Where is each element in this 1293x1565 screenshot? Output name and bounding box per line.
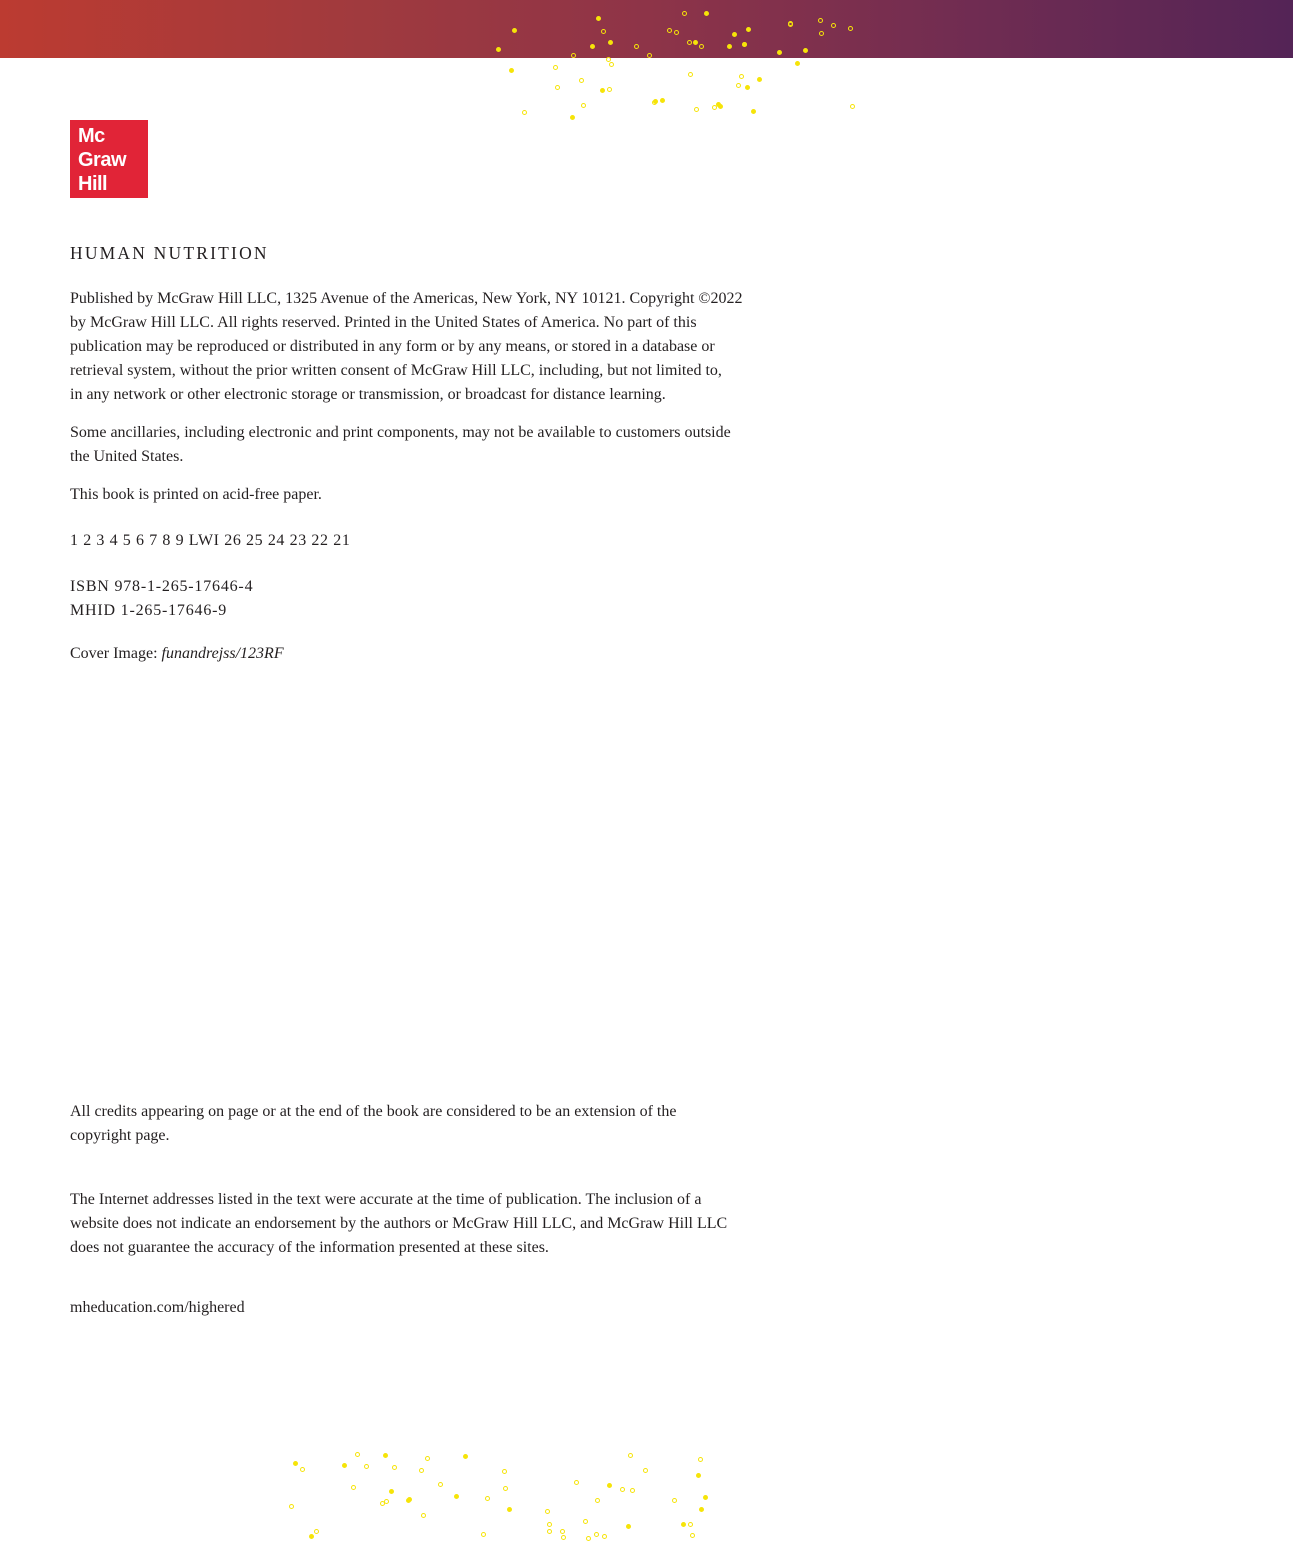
printing-run-line: 1 2 3 4 5 6 7 8 9 LWI 26 25 24 23 22 21 xyxy=(70,532,351,549)
cover-image-label: Cover Image: xyxy=(70,645,162,662)
decorative-dot xyxy=(581,103,586,108)
decorative-dot xyxy=(607,1483,612,1488)
decorative-dot xyxy=(314,1529,319,1534)
publisher-website: mheducation.com/highered xyxy=(70,1299,245,1316)
decorative-dot xyxy=(574,1480,579,1485)
decorative-dot xyxy=(595,1498,600,1503)
copyright-line: in any network or other electronic storage or transmission, or broadcast for distance learning. xyxy=(70,386,666,403)
decorative-dot xyxy=(602,1534,607,1539)
decorative-dot xyxy=(712,105,717,110)
decorative-dot xyxy=(547,1522,552,1527)
decorative-dot xyxy=(681,1522,686,1527)
decorative-dot xyxy=(643,1468,648,1473)
decorative-dot xyxy=(419,1468,424,1473)
decorative-dot xyxy=(380,1501,385,1506)
decorative-dot xyxy=(694,107,699,112)
decorative-dot xyxy=(342,1463,347,1468)
decorative-dot xyxy=(718,104,723,109)
internet-disclaimer-paragraph xyxy=(70,1188,727,1260)
gradient-banner xyxy=(0,0,1293,58)
decorative-dot xyxy=(620,1487,625,1492)
decorative-dot xyxy=(652,100,657,105)
decorative-dot xyxy=(503,1486,508,1491)
decorative-dot xyxy=(628,1453,633,1458)
internet-disclaimer-line: does not guarantee the accuracy of the information presented at these sites. xyxy=(70,1239,549,1256)
decorative-dot xyxy=(289,1504,294,1509)
decorative-dot xyxy=(555,85,560,90)
decorative-dot xyxy=(293,1461,298,1466)
decorative-dot xyxy=(850,104,855,109)
decorative-dot xyxy=(389,1489,394,1494)
mcgraw-hill-logo xyxy=(70,120,148,198)
acid-free-note: This book is printed on acid-free paper. xyxy=(70,486,322,503)
isbn-block xyxy=(70,575,253,623)
decorative-dot xyxy=(739,74,744,79)
decorative-dot xyxy=(690,1533,695,1538)
decorative-dot xyxy=(609,62,614,67)
decorative-dot xyxy=(421,1513,426,1518)
copyright-line: Published by McGraw Hill LLC, 1325 Avenue of the Americas, New York, NY 10121. Copyright ©2022 xyxy=(70,290,743,307)
decorative-dot xyxy=(561,1535,566,1540)
decorative-dot xyxy=(454,1494,459,1499)
decorative-dot xyxy=(509,68,514,73)
decorative-dot xyxy=(653,99,658,104)
internet-disclaimer-line: website does not indicate an endorsement by the authors or McGraw Hill LLC, and McGraw Hill LLC xyxy=(70,1215,728,1232)
decorative-dot xyxy=(300,1467,305,1472)
decorative-dot xyxy=(630,1488,635,1493)
decorative-dot xyxy=(699,1507,704,1512)
decorative-dot xyxy=(736,83,741,88)
cover-image-source: funandrejss/123RF xyxy=(161,645,284,662)
decorative-dot xyxy=(688,72,693,77)
decorative-dot xyxy=(579,78,584,83)
decorative-dot xyxy=(751,109,756,114)
ancillaries-line: the United States. xyxy=(70,448,184,465)
decorative-dot xyxy=(547,1529,552,1534)
decorative-dot xyxy=(522,110,527,115)
book-title: HUMAN NUTRITION xyxy=(70,243,269,263)
decorative-dot xyxy=(392,1465,397,1470)
ancillaries-line: Some ancillaries, including electronic and print components, may not be available to customers outside xyxy=(70,424,731,441)
decorative-dot xyxy=(696,1473,701,1478)
credits-line: copyright page. xyxy=(70,1127,170,1144)
decorative-dot xyxy=(583,1519,588,1524)
decorative-dot xyxy=(607,87,612,92)
mhid-number: MHID 1-265-17646-9 xyxy=(70,602,228,619)
decorative-dot xyxy=(355,1452,360,1457)
logo-line-3: Hill xyxy=(78,173,108,195)
decorative-dot xyxy=(406,1498,411,1503)
copyright-line: retrieval system, without the prior written consent of McGraw Hill LLC, including, but not limited to, xyxy=(70,362,722,379)
decorative-dot xyxy=(351,1485,356,1490)
decorative-dot xyxy=(485,1496,490,1501)
decorative-dot xyxy=(600,88,605,93)
decorative-dot xyxy=(309,1534,314,1539)
decorative-dot xyxy=(703,1495,708,1500)
decorative-dot xyxy=(594,1532,599,1537)
isbn-number: ISBN 978-1-265-17646-4 xyxy=(70,578,254,595)
credits-paragraph xyxy=(70,1100,676,1148)
decorative-dot xyxy=(438,1482,443,1487)
decorative-dot xyxy=(745,85,750,90)
decorative-dot xyxy=(425,1456,430,1461)
internet-disclaimer-line: The Internet addresses listed in the text were accurate at the time of publication. The inclusion of a xyxy=(70,1191,702,1208)
copyright-line: by McGraw Hill LLC. All rights reserved. Printed in the United States of America. No part of this xyxy=(70,314,697,331)
cover-image-credit xyxy=(70,642,284,666)
decorative-dot xyxy=(716,102,721,107)
decorative-dot xyxy=(570,115,575,120)
ancillaries-paragraph xyxy=(70,421,731,469)
decorative-dot xyxy=(698,1457,703,1462)
logo-line-2: Graw xyxy=(78,149,127,171)
decorative-dot xyxy=(507,1507,512,1512)
copyright-line: publication may be reproduced or distributed in any form or by any means, or stored in a database or xyxy=(70,338,715,355)
decorative-dot xyxy=(481,1532,486,1537)
logo-line-1: Mc xyxy=(78,125,105,147)
decorative-dot xyxy=(502,1469,507,1474)
decorative-dot xyxy=(586,1536,591,1541)
credits-line: All credits appearing on page or at the end of the book are considered to be an extension of the xyxy=(70,1103,677,1120)
decorative-dot xyxy=(757,77,762,82)
decorative-dot xyxy=(545,1509,550,1514)
decorative-dot xyxy=(364,1464,369,1469)
copyright-paragraph xyxy=(70,287,743,407)
decorative-dot xyxy=(795,61,800,66)
decorative-dot xyxy=(626,1524,631,1529)
decorative-dot xyxy=(463,1454,468,1459)
decorative-dot xyxy=(660,98,665,103)
decorative-dot xyxy=(553,65,558,70)
decorative-dot xyxy=(672,1498,677,1503)
decorative-dot xyxy=(688,1522,693,1527)
decorative-dot xyxy=(560,1529,565,1534)
decorative-dot xyxy=(407,1497,412,1502)
decorative-dot xyxy=(384,1499,389,1504)
decorative-dot xyxy=(383,1453,388,1458)
